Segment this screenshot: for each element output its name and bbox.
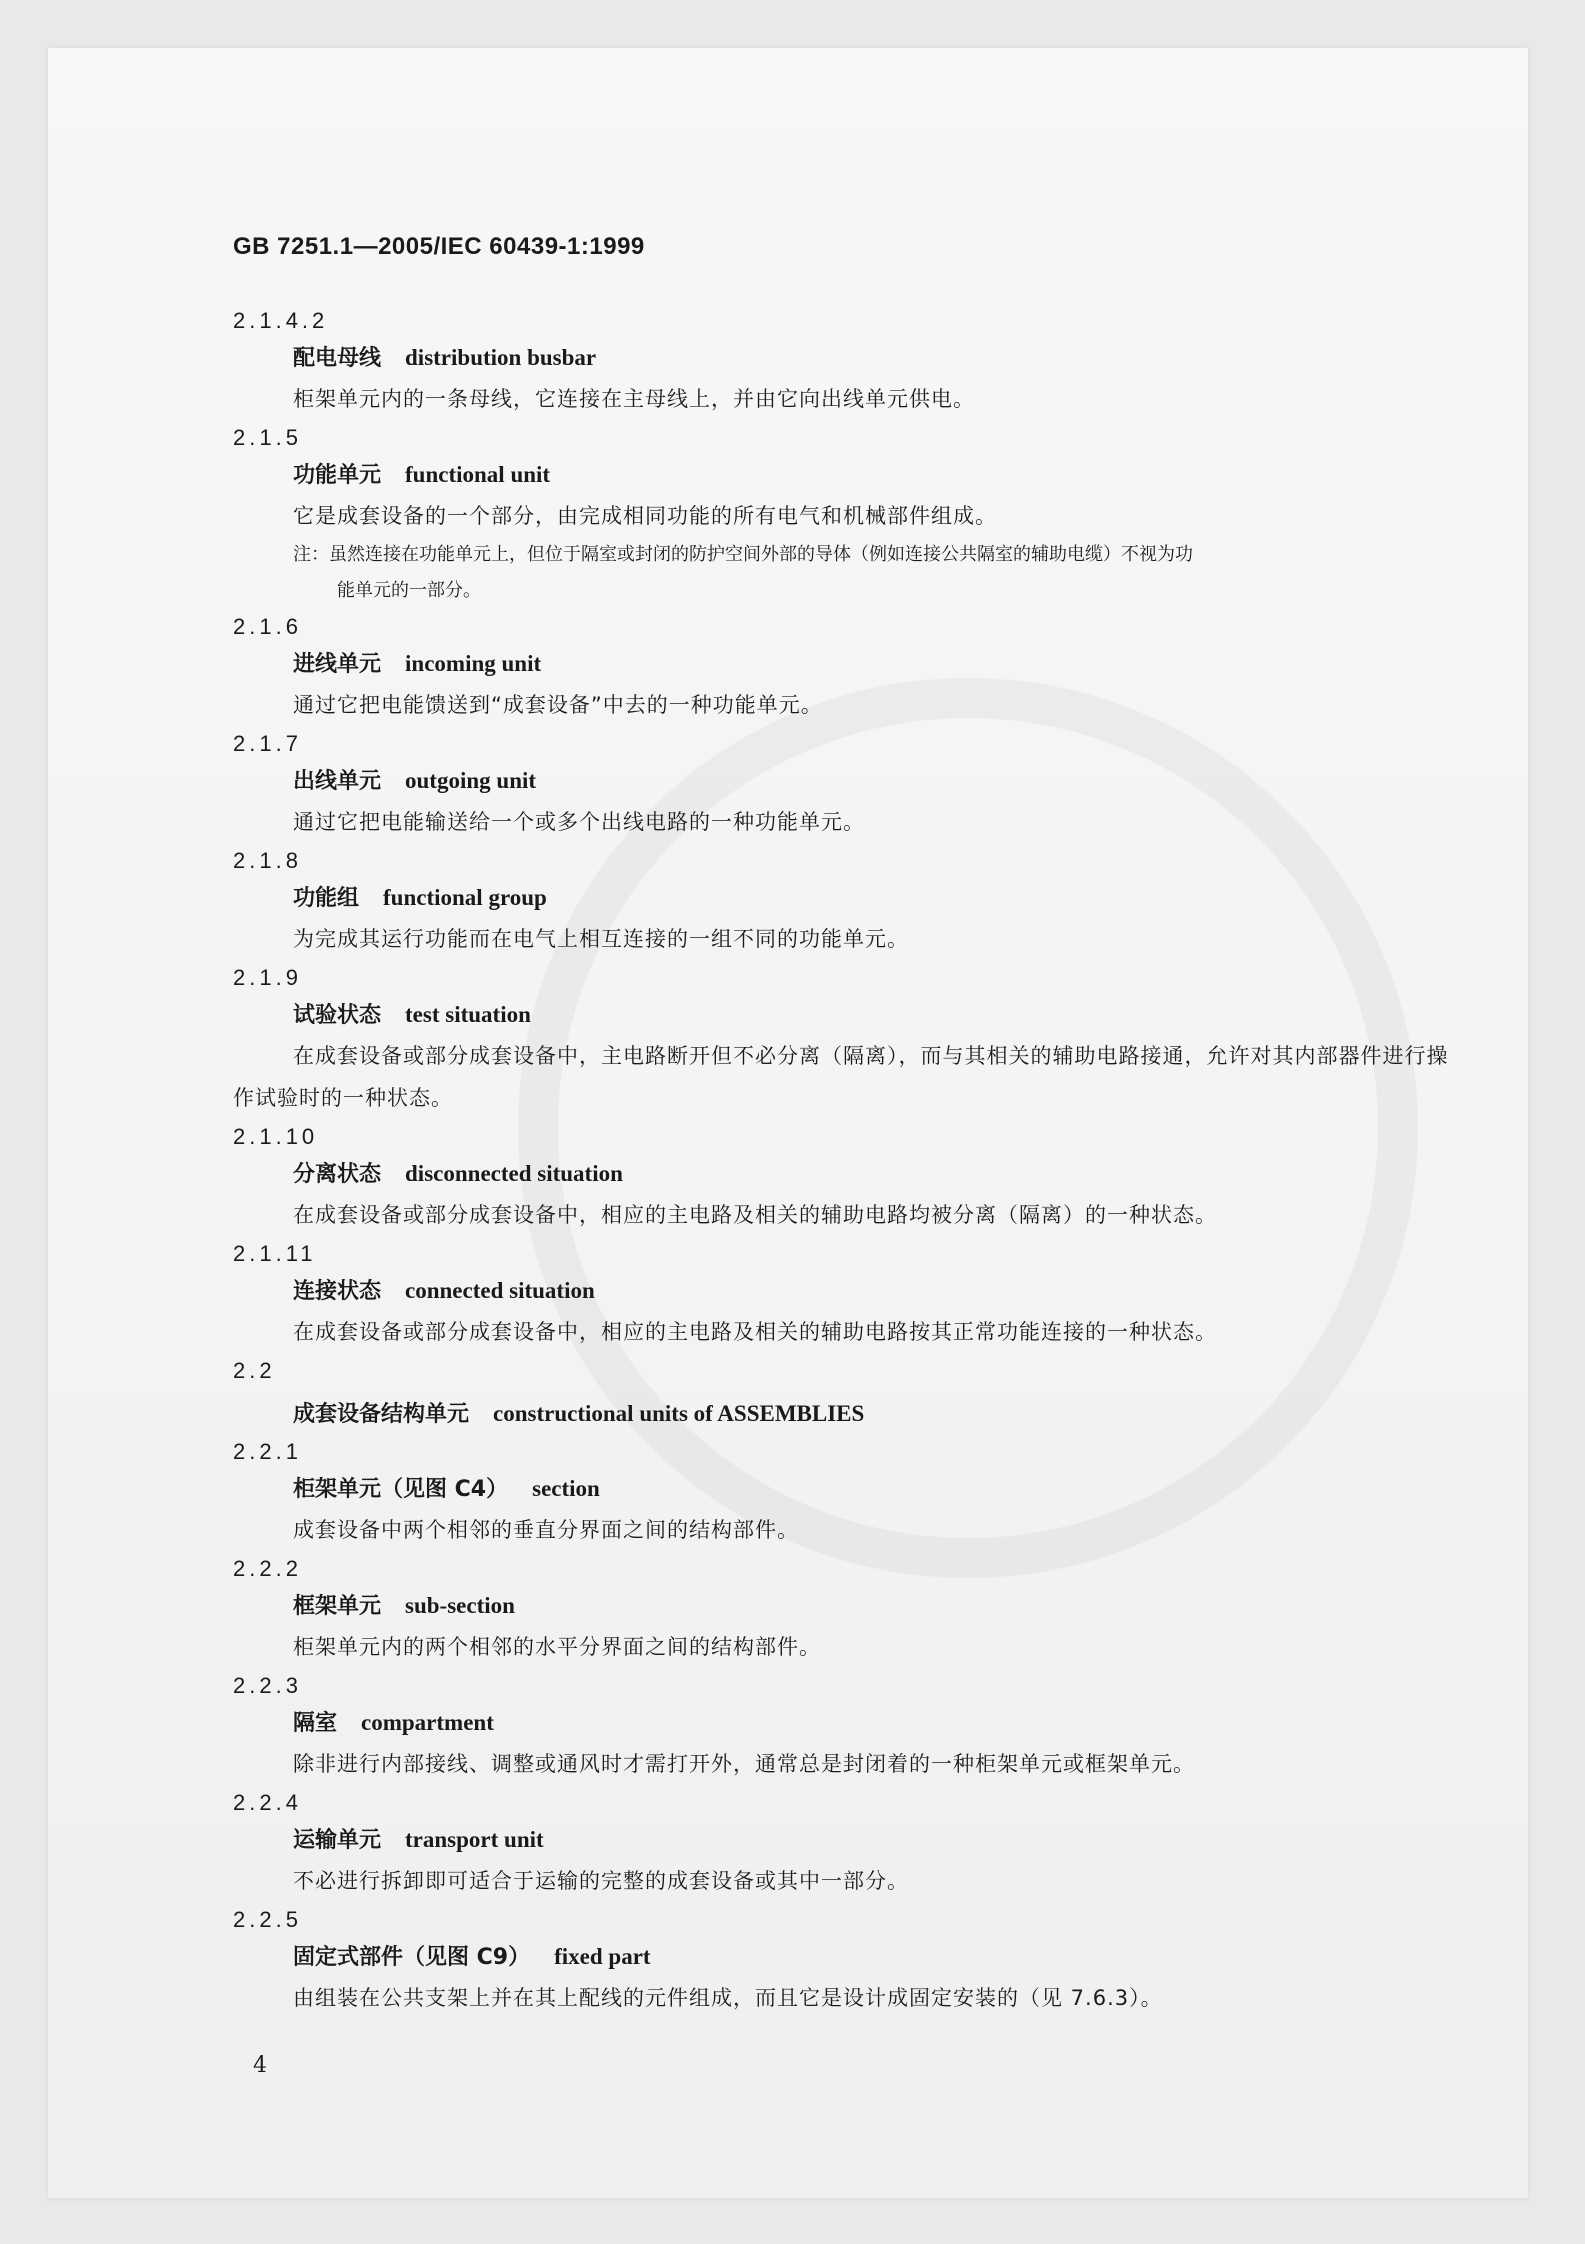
term-heading [293,1937,1463,1977]
term-entry-2-1-8 [233,843,1463,960]
term-cn: 运输单元 [293,1828,382,1853]
term-definition: 通过它把电能馈送到“成套设备”中去的一种功能单元。 [293,693,823,717]
term-cn: 成套设备结构单元 [293,1402,470,1427]
term-heading [293,878,1463,918]
section-number: 2.1.8 [233,848,302,873]
terms-list [233,303,1463,2019]
section-number: 2.2.2 [233,1556,302,1581]
term-cn: 框架单元 [293,1594,382,1619]
term-cn: 柜架单元（见图 C4） [293,1477,509,1502]
term-en: fixed part [554,1944,651,1969]
term-heading [293,1586,1463,1626]
term-en: functional group [383,885,547,910]
term-definition: 由组装在公共支架上并在其上配线的元件组成，而且它是设计成固定安装的（见 7.6.3）。 [293,1986,1163,2010]
term-heading [293,644,1463,684]
note-line-2: 能单元的一部分。 [337,580,481,601]
term-entry-2-1-6 [233,609,1463,726]
term-cn: 分离状态 [293,1162,382,1187]
term-definition: 在成套设备或部分成套设备中，主电路断开但不必分离（隔离），而与其相关的辅助电路接通，允许对其内部器件进行操作试验时的一种状态。 [233,1044,1449,1110]
term-en: compartment [361,1710,494,1735]
term-en: connected situation [405,1278,595,1303]
section-number: 2.1.10 [233,1124,319,1149]
term-en: disconnected situation [405,1161,623,1186]
term-entry-2-1-11 [233,1236,1463,1353]
term-entry-2-1-9 [233,960,1463,1119]
term-entry-2-2-1 [233,1434,1463,1551]
section-number: 2.1.5 [233,425,302,450]
term-definition: 柜架单元内的一条母线，它连接在主母线上，并由它向出线单元供电。 [293,387,975,411]
term-heading [293,455,1463,495]
term-cn: 配电母线 [293,346,382,371]
term-entry-2-2-5 [233,1902,1463,2019]
term-entry-2-2-3 [233,1668,1463,1785]
term-entry-2-2-2 [233,1551,1463,1668]
term-entry-2-1-5 [233,420,1463,609]
section-number: 2.2.4 [233,1790,302,1815]
term-heading [293,1271,1463,1311]
term-cn: 功能单元 [293,463,382,488]
standard-header: GB 7251.1—2005/IEC 60439-1:1999 [233,233,645,260]
term-definition: 它是成套设备的一个部分，由完成相同功能的所有电气和机械部件组成。 [293,504,997,528]
term-en: transport unit [405,1827,544,1852]
term-note [293,537,1463,609]
section-number: 2.2.3 [233,1673,302,1698]
term-en: distribution busbar [405,345,597,370]
term-en: incoming unit [405,651,542,676]
term-cn: 固定式部件（见图 C9） [293,1945,531,1970]
section-number: 2.2.1 [233,1439,302,1464]
term-definition: 除非进行内部接线、调整或通风时才需打开外，通常总是封闭着的一种柜架单元或框架单元。 [293,1752,1195,1776]
term-definition: 在成套设备或部分成套设备中，相应的主电路及相关的辅助电路均被分离（隔离）的一种状态。 [293,1203,1217,1227]
term-cn: 连接状态 [293,1279,382,1304]
term-heading [293,761,1463,801]
term-entry-2-1-4-2 [233,303,1463,420]
section-number: 2.1.9 [233,965,302,990]
document-page [48,48,1528,2198]
term-en: test situation [405,1002,531,1027]
term-cn: 出线单元 [293,769,382,794]
note-line-1: 注：虽然连接在功能单元上，但位于隔室或封闭的防护空间外部的导体（例如连接公共隔室的辅助电缆）不视为功 [293,544,1193,565]
term-en: sub-section [405,1593,515,1618]
term-entry-2-1-7 [233,726,1463,843]
term-heading [293,1820,1463,1860]
term-cn: 隔室 [293,1711,338,1736]
term-heading [293,1154,1463,1194]
term-cn: 进线单元 [293,652,382,677]
term-definition: 通过它把电能输送给一个或多个出线电路的一种功能单元。 [293,810,865,834]
term-en: section [532,1476,600,1501]
section-number: 2.1.11 [233,1241,317,1266]
section-number: 2.1.4.2 [233,308,329,333]
page-number: 4 [253,2053,267,2078]
section-number: 2.2.5 [233,1907,302,1932]
term-entry-2-2 [233,1353,1463,1434]
term-cn: 功能组 [293,886,360,911]
section-number: 2.2 [233,1358,276,1383]
section-number: 2.1.7 [233,731,302,756]
term-heading [293,338,1463,378]
term-heading [293,1703,1463,1743]
term-heading [293,1394,1463,1434]
term-entry-2-2-4 [233,1785,1463,1902]
term-heading [293,1469,1463,1509]
term-definition: 在成套设备或部分成套设备中，相应的主电路及相关的辅助电路按其正常功能连接的一种状态。 [293,1320,1217,1344]
term-definition: 柜架单元内的两个相邻的水平分界面之间的结构部件。 [293,1635,821,1659]
term-entry-2-1-10 [233,1119,1463,1236]
term-heading [293,995,1463,1035]
term-en: outgoing unit [405,768,537,793]
term-definition: 为完成其运行功能而在电气上相互连接的一组不同的功能单元。 [293,927,909,951]
term-en: functional unit [405,462,551,487]
term-definition: 成套设备中两个相邻的垂直分界面之间的结构部件。 [293,1518,799,1542]
term-en: constructional units of ASSEMBLIES [493,1401,865,1426]
section-number: 2.1.6 [233,614,302,639]
term-cn: 试验状态 [293,1003,382,1028]
term-definition: 不必进行拆卸即可适合于运输的完整的成套设备或其中一部分。 [293,1869,909,1893]
